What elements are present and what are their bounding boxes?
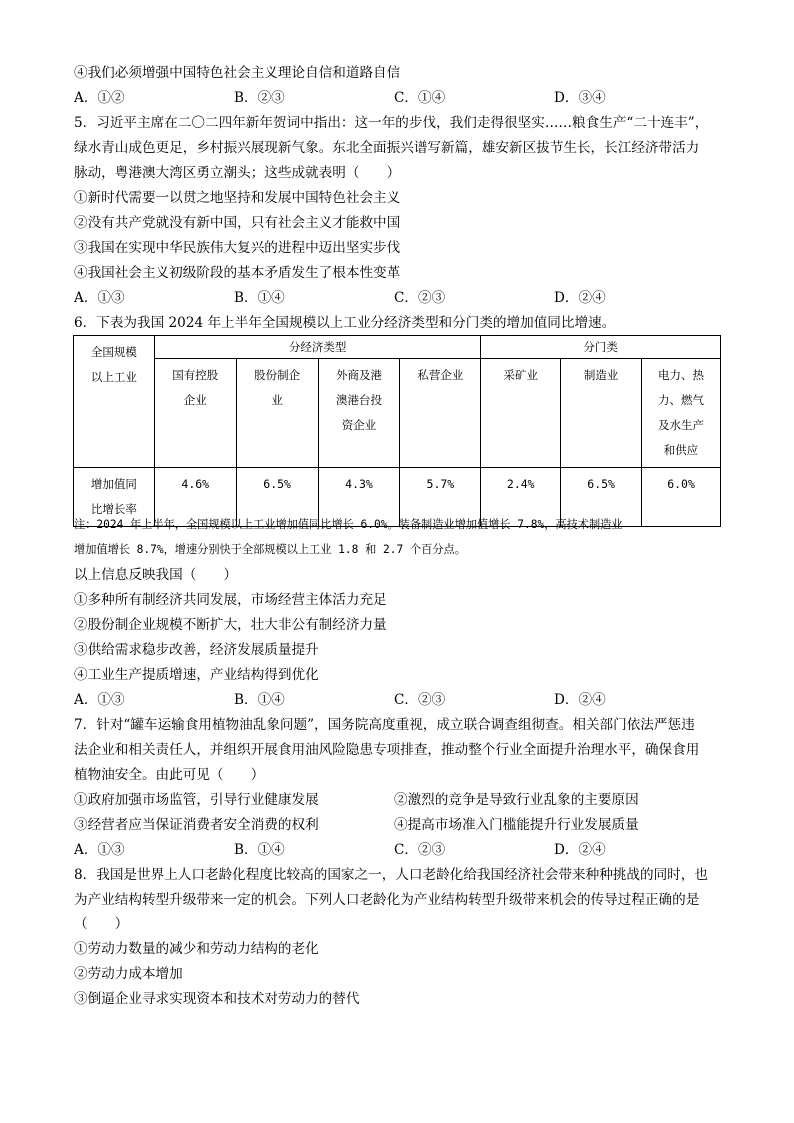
col-header-line: 私营企业 xyxy=(417,368,464,382)
value-cell: 4.6% xyxy=(154,468,236,527)
q6-note-line-1: 注：2024 年上半年，全国规模以上工业增加值同比增长 6.0%。装备制造业增加值增长 7.8%，高技术制造业 xyxy=(74,518,623,531)
col-header-line: 澳港台投 xyxy=(336,393,383,407)
col-header-line: 电力、热 xyxy=(658,368,705,382)
q4-option-b: B．②③ xyxy=(234,90,285,106)
q7-option-c: C．②③ xyxy=(394,842,446,858)
value-cell: 6.5% xyxy=(236,468,318,527)
q6-note-line-2: 增加值增长 8.7%，增速分别快于全部规模以上工业 1.8 和 2.7 个百分点。 xyxy=(74,543,466,556)
q5-statement-2: ②没有共产党就没有新中国，只有社会主义才能救中国 xyxy=(74,215,401,231)
q4-option-a: A．①② xyxy=(74,90,125,106)
q8-statement-3: ③倒逼企业寻求实现资本和技术对劳动力的替代 xyxy=(74,991,360,1007)
q5-option-a: A．①③ xyxy=(74,290,125,306)
q7-stem-line-2: 法企业和相关责任人，并组织开展食用油风险隐患专项排查，推动整个行业全面提升治理水平，确保食用 xyxy=(74,742,700,758)
group-header-category: 分门类 xyxy=(481,336,721,359)
col-header-line: 和供应 xyxy=(663,443,699,457)
q6-question: 以上信息反映我国（ ） xyxy=(74,567,238,583)
q7-option-a: A．①③ xyxy=(74,842,125,858)
q6-statement-3: ③供给需求稳步改善，经济发展质量提升 xyxy=(74,642,319,658)
q8-statement-2: ②劳动力成本增加 xyxy=(74,966,183,982)
q7-statement-3: ③经营者应当保证消费者安全消费的权利 xyxy=(74,817,319,833)
q5-option-d: D．②④ xyxy=(554,290,606,306)
q6-intro: 6．下表为我国 2024 年上半年全国规模以上工业分经济类型和分门类的增加值同比增速。 xyxy=(74,315,616,331)
col-header-line: 股份制企 xyxy=(254,368,301,382)
q5-stem-line-2: 绿水青山成色更足，乡村振兴展现新气象。东北全面振兴谱写新篇，雄安新区拔节生长，长江经济带活力 xyxy=(74,140,700,156)
value-cell: 6.5% xyxy=(561,468,642,527)
col-header-shareholding xyxy=(236,359,318,468)
table-subheader-row xyxy=(74,359,721,468)
q7-option-d: D．②④ xyxy=(554,842,606,858)
q7-stem-line-1: 7．针对“罐车运输食用植物油乱象问题”，国务院高度重视，成立联合调查组彻查。相关部门依法严惩违 xyxy=(74,717,695,733)
q6-growth-table xyxy=(73,335,721,527)
col-header-line: 业 xyxy=(271,393,283,407)
col-header-state-holding xyxy=(154,359,236,468)
q5-stem-line-1: 5．习近平主席在二〇二四年新年贺词中指出：这一年的步伐，我们走得很坚实……粮食生产“二十连丰”， xyxy=(74,115,709,131)
q6-option-a: A．①③ xyxy=(74,692,125,708)
q6-statement-1: ①多种所有制经济共同发展，市场经营主体活力充足 xyxy=(74,592,387,608)
q8-statement-1: ①劳动力数量的减少和劳动力结构的老化 xyxy=(74,941,319,957)
q8-stem-line-3: （ ） xyxy=(74,916,129,932)
table-header-row xyxy=(74,336,721,359)
q7-option-b: B．①④ xyxy=(234,842,285,858)
value-cell: 6.0% xyxy=(642,468,721,527)
q6-statement-2: ②股份制企业规模不断扩大，壮大非公有制经济力量 xyxy=(74,617,387,633)
row-label-line: 比增长率 xyxy=(90,502,137,516)
q7-stem-line-3: 植物油安全。由此可见（ ） xyxy=(74,767,265,783)
q5-statement-1: ①新时代需要一以贯之地坚持和发展中国特色社会主义 xyxy=(74,190,401,206)
col-header-utilities xyxy=(642,359,721,468)
col-header-line: 资企业 xyxy=(341,418,377,432)
corner-label-line-1: 全国规模 xyxy=(90,345,137,359)
q6-option-b: B．①④ xyxy=(234,692,285,708)
q7-statement-2: ②激烈的竞争是导致行业乱象的主要原因 xyxy=(394,792,639,808)
value-cell: 4.3% xyxy=(318,468,400,527)
col-header-line: 国有控股 xyxy=(172,368,219,382)
col-header-private xyxy=(400,359,481,468)
col-header-mining xyxy=(481,359,561,468)
q5-stem-line-3: 脉动，粤港澳大湾区勇立潮头；这些成就表明（ ） xyxy=(74,165,401,181)
col-header-line: 制造业 xyxy=(583,368,619,382)
col-header-line: 采矿业 xyxy=(503,368,539,382)
col-header-line: 外商及港 xyxy=(336,368,383,382)
q7-statement-4: ④提高市场准入门槛能提升行业发展质量 xyxy=(394,817,639,833)
q4-option-d: D．③④ xyxy=(554,90,606,106)
value-cell: 5.7% xyxy=(400,468,481,527)
col-header-line: 及水生产 xyxy=(658,418,705,432)
q6-option-c: C．②③ xyxy=(394,692,446,708)
group-header-economic-type: 分经济类型 xyxy=(154,336,481,359)
col-header-manufacturing xyxy=(561,359,642,468)
table-corner-cell xyxy=(74,336,155,468)
col-header-line: 企业 xyxy=(183,393,207,407)
q6-option-d: D．②④ xyxy=(554,692,606,708)
q5-option-b: B．①④ xyxy=(234,290,285,306)
q5-option-c: C．②③ xyxy=(394,290,446,306)
corner-label-line-2: 以上工业 xyxy=(90,370,137,384)
q8-stem-line-1: 8．我国是世界上人口老龄化程度比较高的国家之一，人口老龄化给我国经济社会带来种种挑战的同时，也 xyxy=(74,867,708,883)
value-cell: 2.4% xyxy=(481,468,561,527)
q6-statement-4: ④工业生产提质增速，产业结构得到优化 xyxy=(74,667,319,683)
row-label-line: 增加值同 xyxy=(90,477,137,491)
q4-statement-4: ④我们必须增强中国特色社会主义理论自信和道路自信 xyxy=(74,65,401,81)
col-header-foreign-invested xyxy=(318,359,400,468)
q7-statement-1: ①政府加强市场监管，引导行业健康发展 xyxy=(74,792,319,808)
col-header-line: 力、燃气 xyxy=(658,393,705,407)
q4-option-c: C．①④ xyxy=(394,90,446,106)
q5-statement-4: ④我国社会主义初级阶段的基本矛盾发生了根本性变革 xyxy=(74,265,401,281)
q5-statement-3: ③我国在实现中华民族伟大复兴的进程中迈出坚实步伐 xyxy=(74,240,401,256)
q8-stem-line-2: 为产业结构转型升级带来一定的机会。下列人口老龄化为产业结构转型升级带来机会的传导过程正确的是 xyxy=(74,892,700,908)
